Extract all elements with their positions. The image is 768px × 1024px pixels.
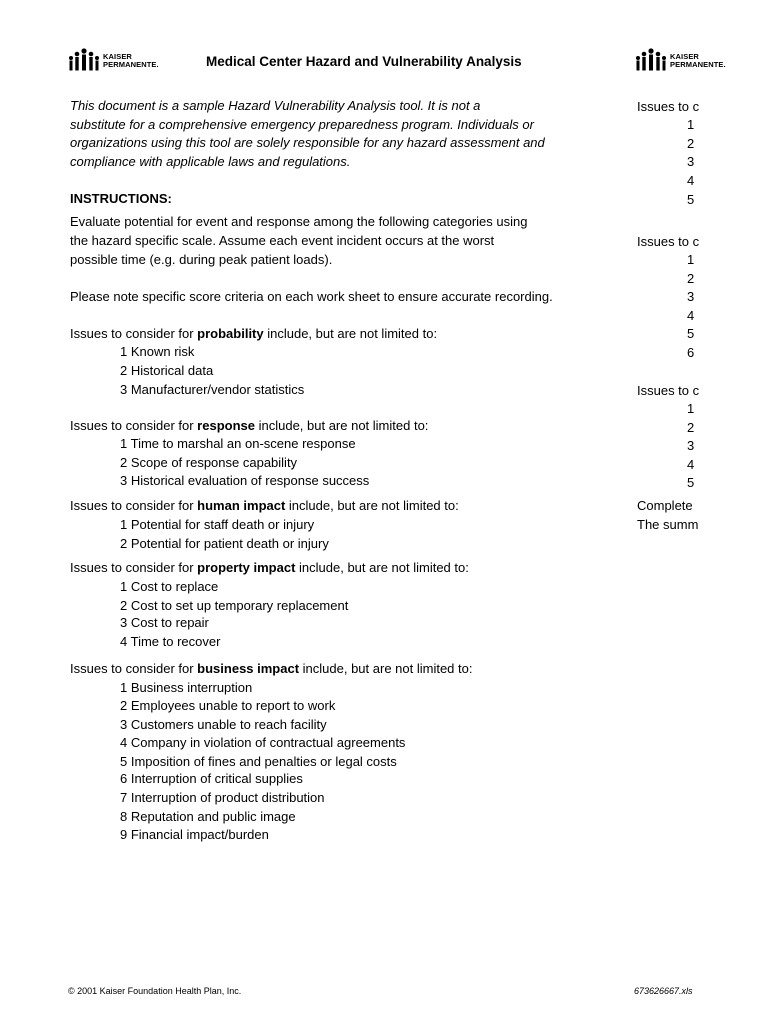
right-number: 4 (687, 457, 695, 472)
list-item: 2 Cost to set up temporary replacement (120, 598, 349, 613)
issue-keyword: property impact (197, 560, 296, 575)
right-column-clipped (637, 95, 699, 545)
issue-keyword: human impact (197, 498, 286, 513)
footer-filename: 673626667.xls (634, 986, 693, 996)
issue-prefix: Issues to consider for (70, 560, 198, 575)
issue-prefix: Issues to consider for (70, 418, 198, 433)
right-number: 1 (687, 401, 695, 416)
list-item: 3 Customers unable to reach facility (120, 717, 327, 732)
right-number: 5 (687, 326, 695, 341)
right-number: 2 (687, 271, 695, 286)
issue-suffix: include, but are not limited to: (299, 661, 473, 676)
right-number: 3 (687, 289, 695, 304)
list-item: 2 Potential for patient death or injury (120, 536, 329, 551)
disclaimer-line: substitute for a comprehensive emergency preparedness program. Individuals or (70, 117, 534, 132)
issue-keyword: response (197, 418, 255, 433)
list-item: 1 Known risk (120, 344, 195, 359)
issue-prefix: Issues to consider for (70, 326, 198, 341)
list-item: 6 Interruption of critical supplies (120, 771, 303, 786)
right-number: 3 (687, 438, 695, 453)
issue-keyword: probability (197, 326, 264, 341)
list-item: 2 Employees unable to report to work (120, 698, 336, 713)
instructions-line: Evaluate potential for event and response among the following categories using (70, 214, 528, 229)
kaiser-logo-icon (68, 48, 100, 74)
disclaimer-line: organizations using this tool are solely responsible for any hazard assessment and (70, 135, 545, 150)
issue-suffix: include, but are not limited to: (295, 560, 469, 575)
right-number: 2 (687, 420, 695, 435)
list-item: 1 Business interruption (120, 680, 253, 695)
logo-line2: PERMANENTE. (670, 60, 726, 69)
right-issue-heading: Issues to c (637, 99, 699, 114)
issue-heading-property-impact (70, 560, 469, 576)
footer-copyright: © 2001 Kaiser Foundation Health Plan, Inc. (68, 986, 242, 996)
issue-heading-response (70, 418, 428, 434)
issue-prefix: Issues to consider for (70, 498, 198, 513)
list-item: 2 Historical data (120, 363, 214, 378)
list-item: 8 Reputation and public image (120, 809, 296, 824)
right-number: 5 (687, 192, 695, 207)
list-item: 3 Cost to repair (120, 615, 209, 630)
issue-prefix: Issues to consider for (70, 661, 198, 676)
disclaimer-line: This document is a sample Hazard Vulnerability Analysis tool. It is not a (70, 98, 481, 113)
logo-line2: PERMANENTE. (103, 60, 159, 69)
right-issue-heading: Issues to c (637, 234, 699, 249)
right-number: 1 (687, 252, 695, 267)
instructions-line: the hazard specific scale. Assume each event incident occurs at the worst (70, 233, 495, 248)
right-number: 4 (687, 173, 695, 188)
list-item: 9 Financial impact/burden (120, 827, 269, 842)
list-item: 4 Company in violation of contractual agreements (120, 735, 406, 750)
right-number: 6 (687, 345, 695, 360)
issue-heading-business-impact (70, 661, 472, 677)
kaiser-logo-text (670, 53, 726, 69)
list-item: 1 Cost to replace (120, 579, 219, 594)
instructions-line: possible time (e.g. during peak patient loads). (70, 252, 333, 267)
issue-suffix: include, but are not limited to: (285, 498, 459, 513)
right-number: 1 (687, 117, 695, 132)
right-closing-line: The summ (637, 517, 699, 532)
instructions-note: Please note specific score criteria on each work sheet to ensure accurate recording. (70, 289, 553, 304)
page-title: Medical Center Hazard and Vulnerability Analysis (206, 54, 522, 69)
right-number: 5 (687, 475, 695, 490)
issue-heading-human-impact (70, 498, 459, 514)
disclaimer-line: compliance with applicable laws and regulations. (70, 154, 351, 169)
list-item: 4 Time to recover (120, 634, 221, 649)
issue-suffix: include, but are not limited to: (263, 326, 438, 341)
right-closing-line: Complete (637, 498, 693, 513)
list-item: 7 Interruption of product distribution (120, 790, 325, 805)
right-issue-heading: Issues to c (637, 383, 699, 398)
issue-suffix: include, but are not limited to: (254, 418, 429, 433)
list-item: 1 Potential for staff death or injury (120, 517, 315, 532)
list-item: 5 Imposition of fines and penalties or legal costs (120, 754, 397, 769)
list-item: 3 Historical evaluation of response success (120, 473, 370, 488)
logo-line1: KAISER (103, 52, 132, 61)
list-item: 3 Manufacturer/vendor statistics (120, 382, 305, 397)
right-number: 4 (687, 308, 695, 323)
issue-heading-probability (70, 326, 437, 342)
kaiser-logo-icon (635, 48, 667, 74)
issue-keyword: business impact (197, 661, 300, 676)
kaiser-logo-right (635, 48, 768, 74)
right-number: 2 (687, 136, 695, 151)
kaiser-logo-text (103, 53, 159, 69)
list-item: 1 Time to marshal an on-scene response (120, 436, 356, 451)
right-number: 3 (687, 154, 695, 169)
kaiser-logo (68, 48, 159, 74)
list-item: 2 Scope of response capability (120, 455, 298, 470)
logo-line1: KAISER (670, 52, 699, 61)
instructions-heading: INSTRUCTIONS: (70, 191, 172, 206)
